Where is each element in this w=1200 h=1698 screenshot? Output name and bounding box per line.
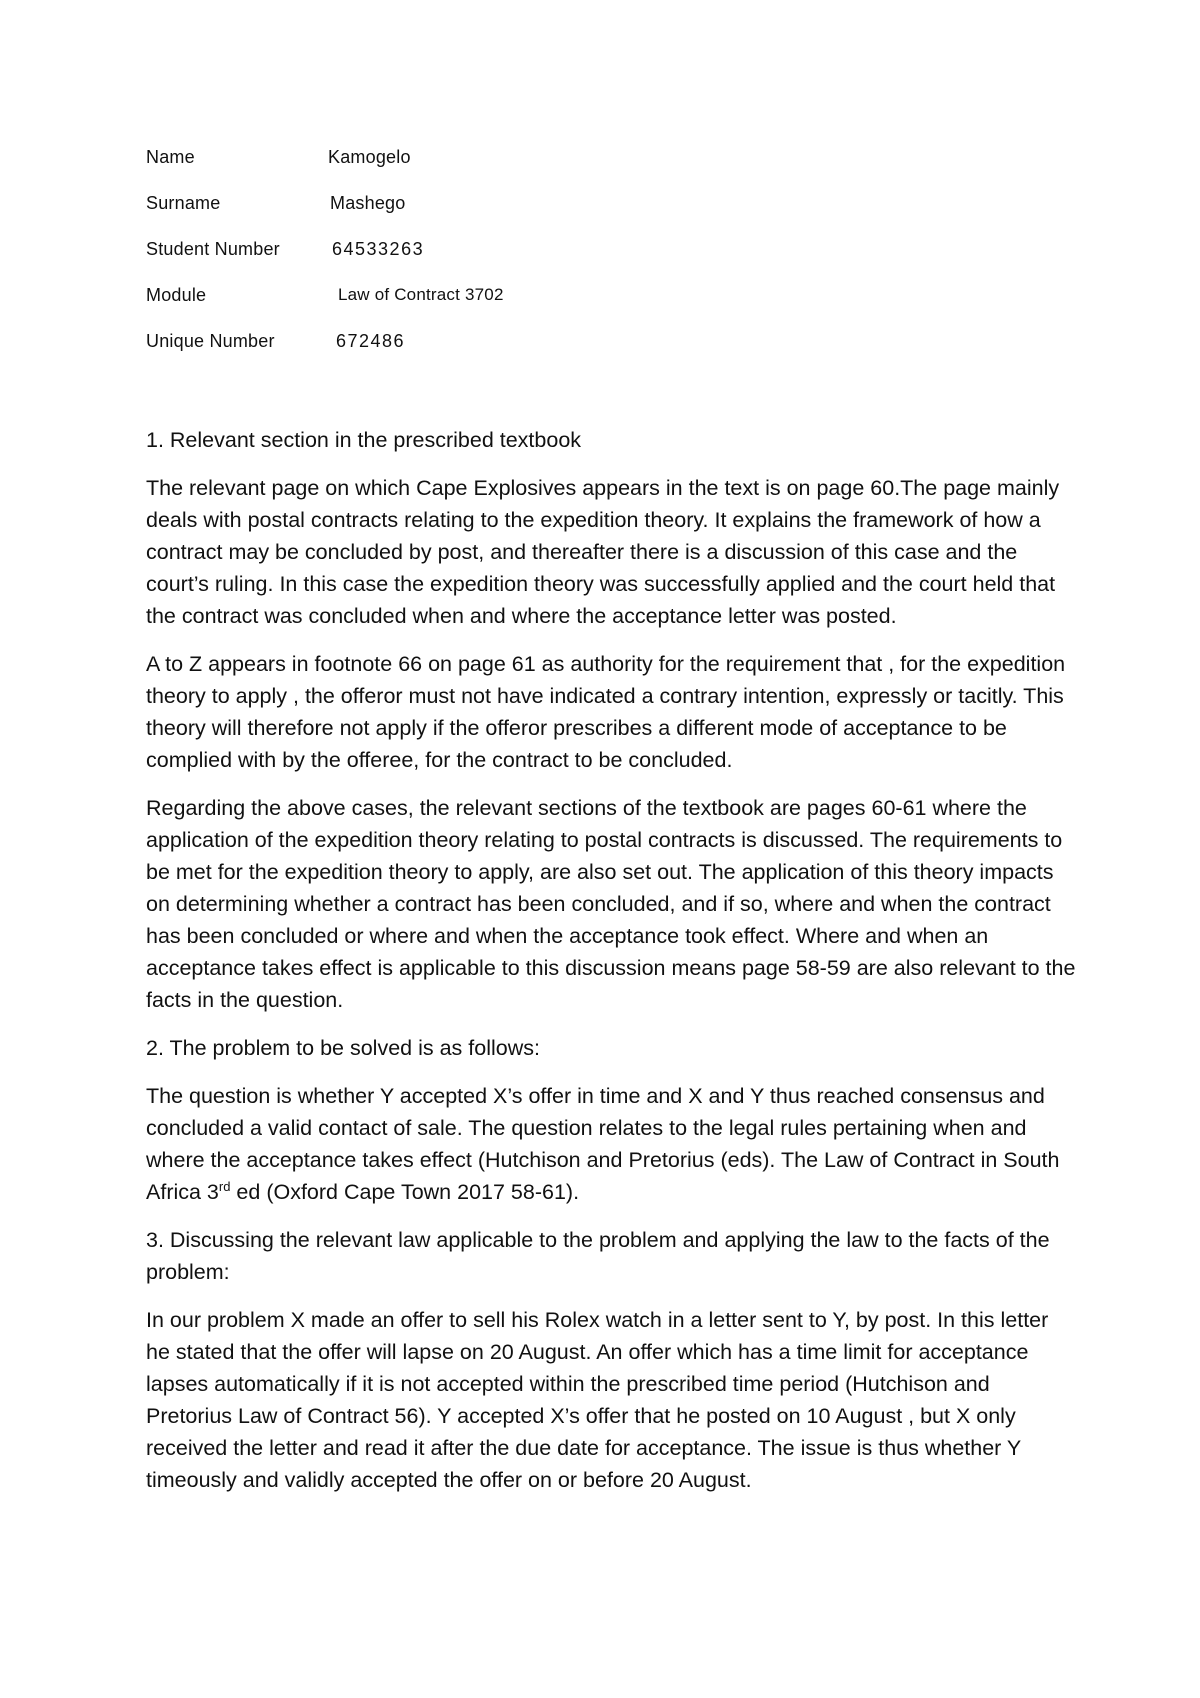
section-2-paragraph-1 (146, 1080, 1076, 1208)
info-value: 672486 (336, 331, 406, 351)
info-label: Student Number (146, 239, 280, 259)
info-label: Module (146, 285, 207, 305)
info-label: Unique Number (146, 331, 275, 351)
info-value: Kamogelo (328, 147, 411, 167)
section-1-paragraph-2: A to Z appears in footnote 66 on page 61 as authority for the requirement that , for the expedition theory to apply , the offeror must not have indicated a contrary intention, expressly or tacitly. This theory will therefore not apply if the offeror prescribes a different mode of acceptance to be complied with by the offeree, for the contract to be concluded. (146, 652, 1066, 772)
section-1-paragraph-1: The relevant page on which Cape Explosives appears in the text is on page 60.The page mainly deals with postal contracts relating to the expedition theory. It explains the framework of how a contract may be concluded by post, and thereafter there is a discussion of this case and the court’s ruling. In this case the expedition theory was successfully applied and the court held that the contract was concluded when and where the acceptance letter was posted. (146, 476, 1060, 628)
section-2-heading: 2. The problem to be solved is as follows: (146, 1036, 540, 1060)
section-1-heading: 1. Relevant section in the prescribed textbook (146, 428, 582, 452)
section-2-text-part-2: ed (Oxford Cape Town 2017 58-61). (230, 1180, 580, 1204)
info-label: Surname (146, 193, 221, 213)
section-2-text-part-1: The question is whether Y accepted X’s offer in time and X and Y thus reached consensus and concluded a valid contact of sale. The question relates to the legal rules pertaining when and where the acceptance takes effect (Hutchison and Pretorius (eds). The Law of Contract in South Africa 3 (146, 1084, 1060, 1204)
section-3-paragraph-1: In our problem X made an offer to sell his Rolex watch in a letter sent to Y, by post. In this letter he stated that the offer will lapse on 20 August. An offer which has a time limit for acceptance lapses automatically if it is not accepted within the prescribed time period (Hutchison and Pretorius Law of Contract 56). Y accepted X’s offer that he posted on 10 August , but X only received the letter and read it after the due date for acceptance. The issue is thus whether Y timeously and validly accepted the offer on or before 20 August. (146, 1308, 1049, 1492)
student-info (146, 145, 746, 375)
info-value: 64533263 (332, 239, 425, 259)
info-label: Name (146, 147, 195, 167)
info-row-unique-number (146, 329, 746, 375)
info-row-surname (146, 191, 746, 237)
ordinal-superscript: rd (218, 1178, 231, 1194)
info-value: Mashego (330, 193, 406, 213)
essay-body (146, 424, 1076, 1512)
section-1-paragraph-3: Regarding the above cases, the relevant sections of the textbook are pages 60-61 where the application of the expedition theory relating to postal contracts is discussed. The requirements to be met for the expedition theory to apply, are also set out. The application of this theory impacts on determining whether a contract has been concluded, and if so, where and when the contract has been concluded or where and when the acceptance took effect. Where and when an acceptance takes effect is applicable to this discussion means page 58-59 are also relevant to the facts in the question. (146, 796, 1076, 1012)
info-row-module (146, 283, 746, 329)
info-value: Law of Contract 3702 (338, 285, 504, 304)
info-row-name (146, 145, 746, 191)
section-3-heading: 3. Discussing the relevant law applicable to the problem and applying the law to the facts of the problem: (146, 1228, 1050, 1284)
info-row-student-number (146, 237, 746, 283)
